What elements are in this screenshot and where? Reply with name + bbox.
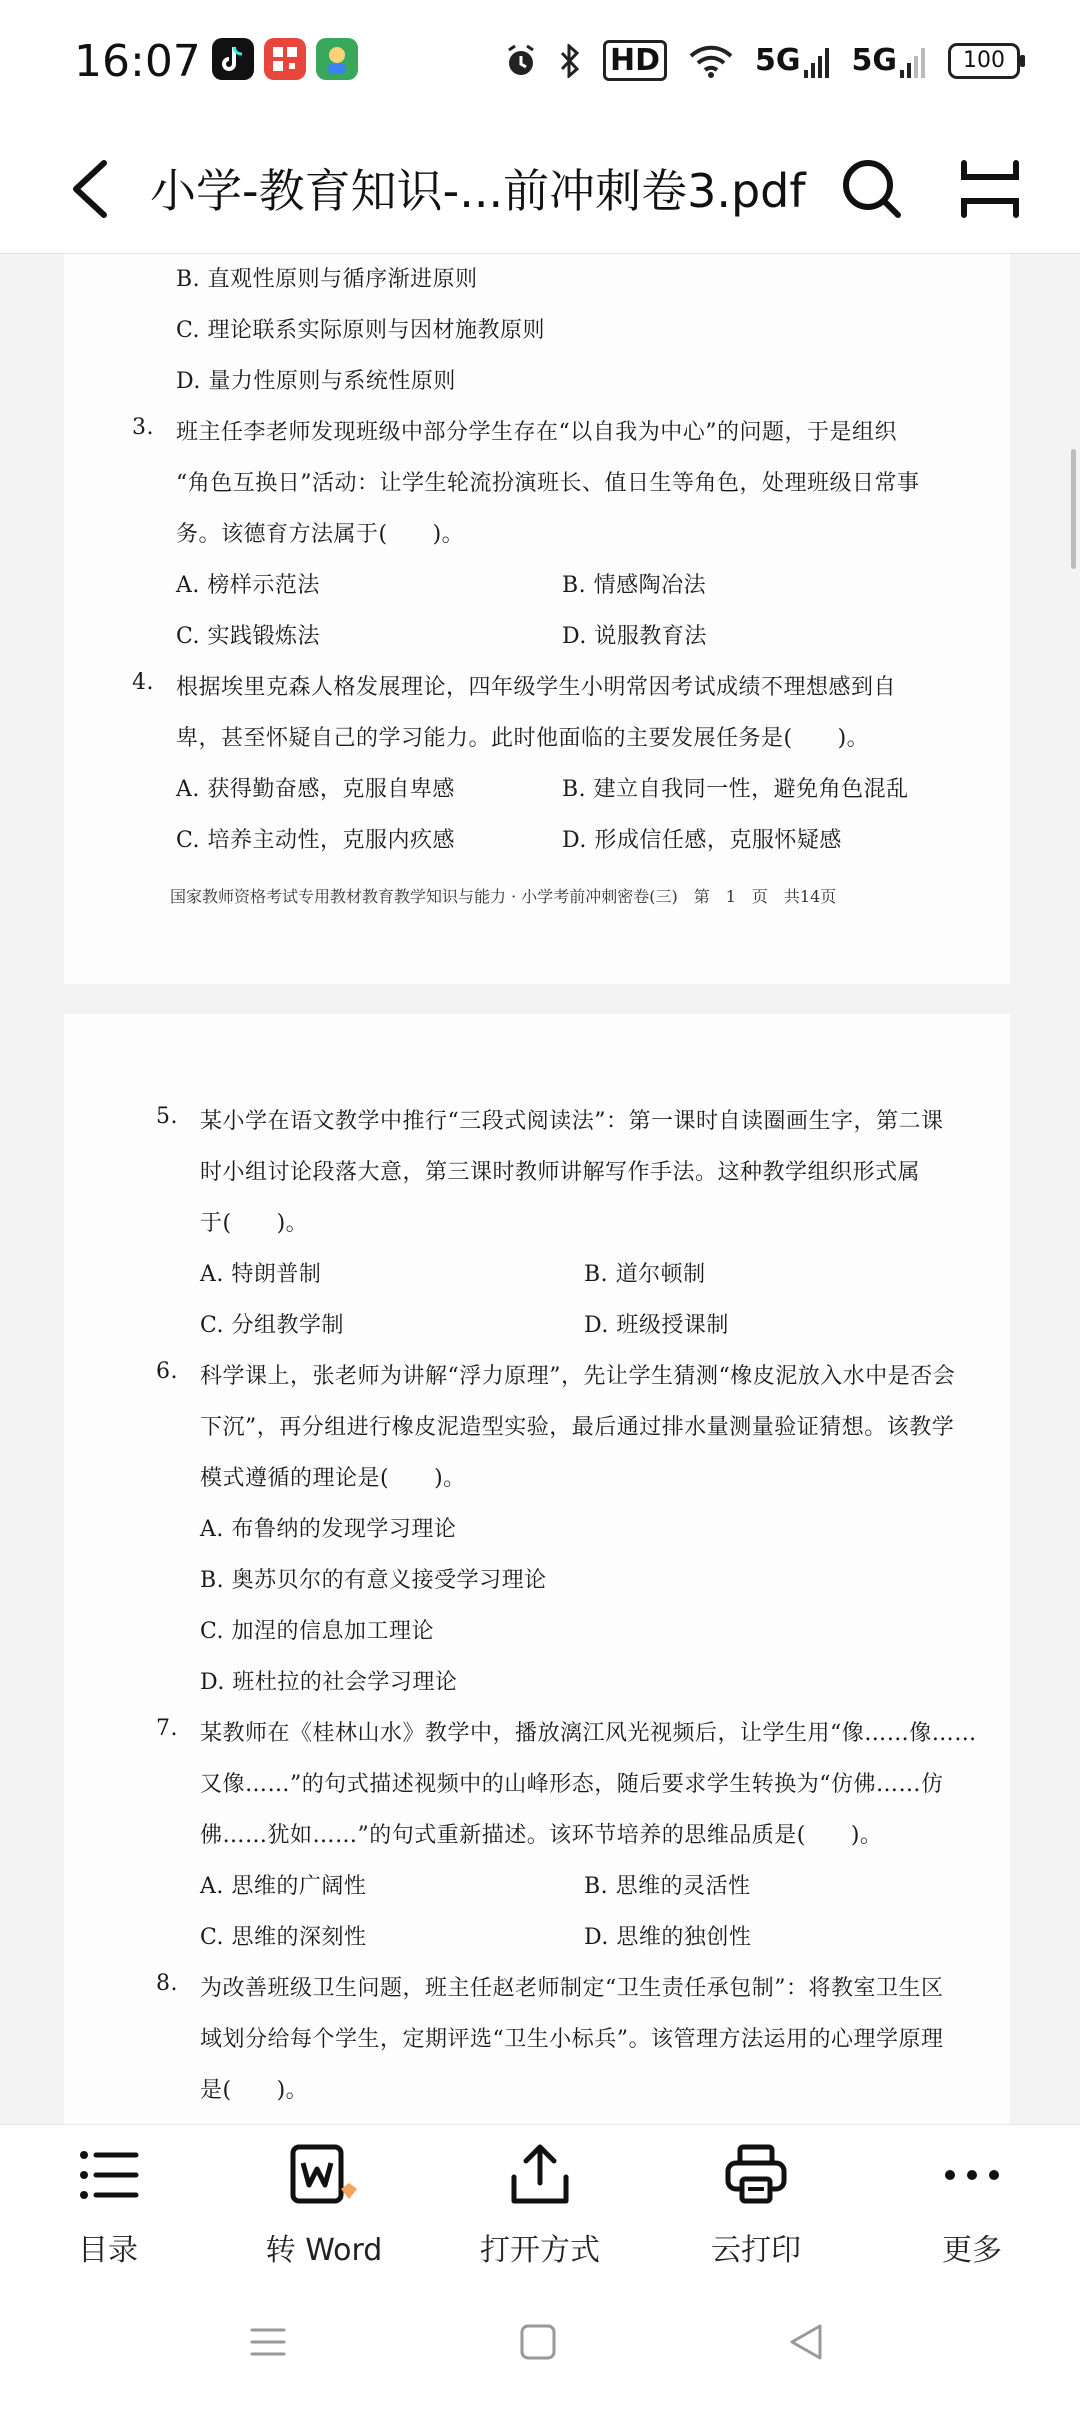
- option-line: A. 特朗普制: [200, 1262, 322, 1287]
- question-text: 务。该德育方法属于( )。: [176, 522, 465, 547]
- question-text: “角色互换日”活动：让学生轮流扮演班长、值日生等角色，处理班级日常事: [176, 471, 920, 496]
- bottom-toolbar: [0, 2124, 1080, 2293]
- option-line: C. 加涅的信息加工理论: [200, 1619, 435, 1644]
- question-text: 是( )。: [200, 2078, 309, 2103]
- alarm-icon: [505, 44, 537, 78]
- option-line: B. 思维的灵活性: [584, 1874, 751, 1899]
- question-text: 卑，甚至怀疑自己的学习能力。此时他面临的主要发展任务是( )。: [176, 726, 870, 751]
- word-convert-icon: [289, 2143, 359, 2207]
- back-arrow-icon[interactable]: [64, 157, 124, 221]
- printer-icon: [724, 2143, 788, 2207]
- option-line: D. 形成信任感，克服怀疑感: [562, 828, 842, 853]
- menu-nav-icon[interactable]: [248, 2322, 288, 2362]
- bluetooth-icon: [559, 44, 581, 78]
- question-number: 7.: [156, 1716, 178, 1741]
- question-text: 又像……”的句式描述视频中的山峰形态，随后要求学生转换为“仿佛……仿: [200, 1772, 944, 1797]
- fullscreen-icon[interactable]: [958, 159, 1022, 219]
- toc-label: 目录: [78, 2233, 138, 2268]
- question-number: 8.: [156, 1971, 178, 1996]
- document-title: 小学-教育知识-...前冲刺卷3.pdf: [150, 164, 806, 218]
- list-icon: [76, 2143, 140, 2207]
- status-indicators: [505, 40, 1020, 81]
- question-text: 模式遵循的理论是( )。: [200, 1466, 466, 1491]
- option-line: D. 思维的独创性: [584, 1925, 752, 1950]
- question-text: 下沉”，再分组进行橡皮泥造型实验，最后通过排水量测量验证猜想。该教学: [200, 1415, 955, 1440]
- option-line: B. 道尔顿制: [584, 1262, 706, 1287]
- page-footer: 国家教师资格考试专用教材教育教学知识与能力 · 小学考前冲刺密卷(三) 第 1 页 共14页: [170, 887, 837, 906]
- question-text: 科学课上，张老师为讲解“浮力原理”，先让学生猜测“橡皮泥放入水中是否会: [200, 1364, 956, 1389]
- option-line: C. 实践锻炼法: [176, 624, 321, 649]
- scrollbar-thumb[interactable]: [1071, 449, 1076, 569]
- pdf-page-1: [64, 254, 1010, 984]
- tiktok-icon: [212, 38, 254, 80]
- question-text: 某小学在语文教学中推行“三段式阅读法”：第一课时自读圈画生字，第二课: [200, 1109, 944, 1134]
- option-line: B. 奥苏贝尔的有意义接受学习理论: [200, 1568, 547, 1593]
- cloud-print-button[interactable]: [666, 2143, 846, 2269]
- option-line: D. 量力性原则与系统性原则: [176, 369, 456, 394]
- option-line: C. 理论联系实际原则与因材施教原则: [176, 318, 546, 343]
- option-line: A. 榜样示范法: [176, 573, 320, 598]
- pdf-page-2: [64, 1014, 1010, 2124]
- question-text: 根据埃里克森人格发展理论，四年级学生小明常因考试成绩不理想感到自: [176, 675, 897, 700]
- more-icon: [940, 2143, 1004, 2207]
- back-nav-icon[interactable]: [786, 2322, 826, 2362]
- option-line: D. 说服教育法: [562, 624, 707, 649]
- open-with-button[interactable]: [450, 2143, 630, 2269]
- more-label: 更多: [942, 2233, 1002, 2268]
- question-number: 4.: [132, 670, 154, 695]
- option-line: A. 布鲁纳的发现学习理论: [200, 1517, 457, 1542]
- question-text: 为改善班级卫生问题，班主任赵老师制定“卫生责任承包制”：将教室卫生区: [200, 1976, 944, 2001]
- question-text: 时小组讨论段落大意，第三课时教师讲解写作手法。这种教学组织形式属: [200, 1160, 921, 1185]
- option-line: B. 建立自我同一性，避免角色混乱: [562, 777, 909, 802]
- home-nav-icon[interactable]: [518, 2322, 558, 2362]
- cloud-print-label: 云打印: [711, 2233, 801, 2268]
- option-line: A. 获得勤奋感，克服自卑感: [176, 777, 455, 802]
- question-text: 域划分给每个学生，定期评选“卫生小标兵”。该管理方法运用的心理学原理: [200, 2027, 944, 2052]
- question-number: 5.: [156, 1104, 178, 1129]
- option-line: A. 思维的广阔性: [200, 1874, 367, 1899]
- question-text: 于( )。: [200, 1211, 309, 1236]
- wifi-icon: [689, 44, 733, 78]
- convert-word-button[interactable]: [234, 2143, 414, 2269]
- 5g-signal-icon: 5G: [852, 43, 927, 78]
- qr-app-icon: [264, 38, 306, 80]
- open-with-label: 打开方式: [480, 2233, 600, 2268]
- toc-button[interactable]: [18, 2143, 198, 2269]
- battery-indicator: 100: [948, 43, 1020, 79]
- 5g-signal-icon: 5G: [755, 43, 830, 78]
- question-number: 6.: [156, 1359, 178, 1384]
- question-text: 班主任李老师发现班级中部分学生存在“以自我为中心”的问题，于是组织: [176, 420, 897, 445]
- share-icon: [508, 2143, 572, 2207]
- option-line: C. 思维的深刻性: [200, 1925, 367, 1950]
- status-time: 16:07: [74, 36, 201, 87]
- option-line: B. 直观性原则与循序渐进原则: [176, 267, 478, 292]
- title-bar: [0, 125, 1080, 254]
- option-line: C. 培养主动性，克服内疚感: [176, 828, 456, 853]
- search-icon[interactable]: [838, 155, 904, 221]
- convert-word-label: 转 Word: [265, 2233, 383, 2268]
- question-text: 某教师在《桂林山水》教学中，播放漓江风光视频后，让学生用“像……像……: [200, 1721, 977, 1746]
- pdf-viewer[interactable]: [0, 254, 1080, 2124]
- question-text: 佛……犹如……”的句式重新描述。该环节培养的思维品质是( )。: [200, 1823, 883, 1848]
- option-line: C. 分组教学制: [200, 1313, 345, 1338]
- hd-icon: HD: [603, 40, 667, 81]
- kid-app-icon: [316, 38, 358, 80]
- more-button[interactable]: [882, 2143, 1062, 2269]
- system-nav-bar: [0, 2292, 1080, 2412]
- option-line: D. 班杜拉的社会学习理论: [200, 1670, 458, 1695]
- option-line: D. 班级授课制: [584, 1313, 729, 1338]
- status-bar: [0, 0, 1080, 125]
- question-number: 3.: [132, 415, 154, 440]
- option-line: B. 情感陶冶法: [562, 573, 707, 598]
